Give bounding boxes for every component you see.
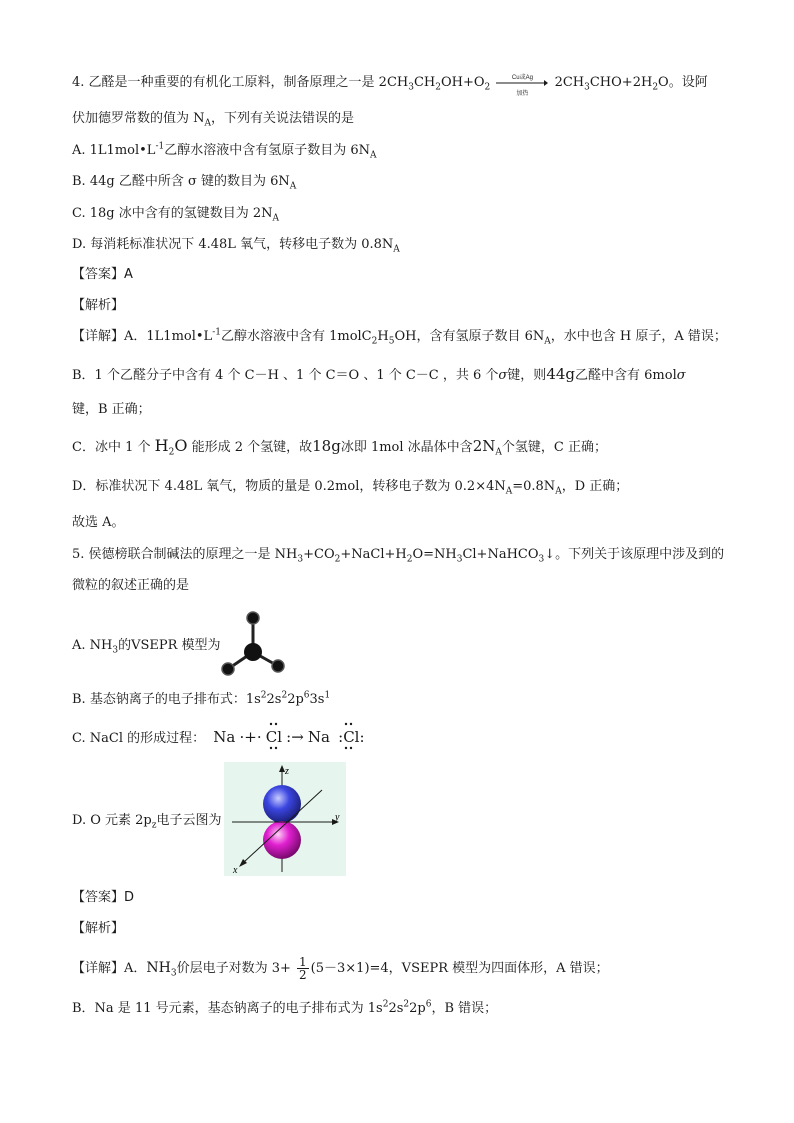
q5-detail-1: 【详解】A．$NH_3$价层电子对数为 3+ $\frac{1}{2}$ (5－3×1)=4，VSEPR 模型为四面体形，A 错误； <box>72 955 609 982</box>
q4-option-a: A. $1L1mol•L^{-1}$乙醇水溶液中含有氢原子数目为 $6N_A$ <box>72 141 377 161</box>
fraction-half: $\frac{1}{2}$ <box>299 955 307 982</box>
svg-text:z: z <box>285 766 289 777</box>
q4-detail-2: B．1 个乙醛分子中含有 4 个 C－H 、1 个 C＝O 、1 个 C－C ，共 6 个σ键，则44g乙醛中含有 6molσ <box>72 365 686 383</box>
q5-option-b: B. 基态钠离子的电子排布式：$1s^22s^22p^63s^1$ <box>72 690 331 707</box>
q4-detail-1: 【详解】A．$1L1mol•L^{-1}$乙醇水溶液中含有 $1molC_2H_5OH$，含有氢原子数目 $6N_A$，水中也含 H 原子，A 错误； <box>72 327 727 347</box>
q4-detail-3: 键，B 正确； <box>72 402 151 417</box>
q5-option-c: C. NaCl 的形成过程： Na ·+· Cl :→ Na :Cl: <box>72 728 365 748</box>
q4-analysis-label: 【解析】 <box>72 298 125 313</box>
q5-analysis-label: 【解析】 <box>72 921 125 936</box>
chlorine-lewis-structure: Cl <box>266 728 282 748</box>
q5-stem-line1: 5. 侯德榜联合制碱法的原理之一是 $NH_3+CO_2+NaCl+H_2O=NH_3Cl+NaHCO_3↓$。下列关于该原理中涉及到的 <box>72 547 725 565</box>
q4-detail-5: D．标准状况下 4.48L 氧气，物质的量是 0.2mol，转移电子数为 $0.2\times 4N_A=0.8N_A$，D 正确； <box>72 479 629 497</box>
q4-option-c: C. 18g 冰中含有的氢键数目为 $2N_A$ <box>72 206 280 224</box>
q5-option-a: A. $NH_3$的VSEPR 模型为 <box>72 638 221 656</box>
q5-stem-line2: 微粒的叙述正确的是 <box>72 578 190 593</box>
q4-answer: 【答案】A <box>72 267 133 282</box>
chloride-lewis-structure: :Cl: <box>334 728 364 748</box>
q5-option-d: D. O 元素 $2p_z$电子云图为 <box>72 813 222 831</box>
q5-answer: 【答案】D <box>72 890 135 905</box>
reaction-arrow: Cu或Ag 加热 <box>496 76 548 90</box>
q4-conclusion: 故选 A。 <box>72 515 125 530</box>
vsepr-model-image <box>214 606 294 684</box>
svg-text:x: x <box>233 865 238 876</box>
q4-stem-line2: 伏加德罗常数的值为 $N_A$，下列有关说法错误的是 <box>72 111 355 129</box>
q4-option-d: D. 每消耗标准状况下 4.48L 氧气，转移电子数为 $0.8N_A$ <box>72 237 400 255</box>
q4-detail-4: C．冰中 1 个 $H_2O$ 能形成 2 个氢键，故18g冰即 1mol 冰晶体中含$2N_A$个氢键，C 正确； <box>72 436 607 458</box>
svg-text:y: y <box>335 812 340 823</box>
q5-detail-2: B．Na 是 11 号元素，基态钠离子的电子排布式为 $1s^22s^22p^6$，B 错误； <box>72 999 498 1016</box>
2pz-orbital-image <box>224 762 346 876</box>
q4-option-b: B. 44g 乙醛中所含 σ 键的数目为 $6N_A$ <box>72 174 297 192</box>
q4-stem-line1: 4. 乙醛是一种重要的有机化工原料，制备原理之一是 $2CH_3CH_2OH+O_2$ Cu或Ag 加热 $2CH_3CHO+2H_2O$。设阿 <box>72 74 708 97</box>
